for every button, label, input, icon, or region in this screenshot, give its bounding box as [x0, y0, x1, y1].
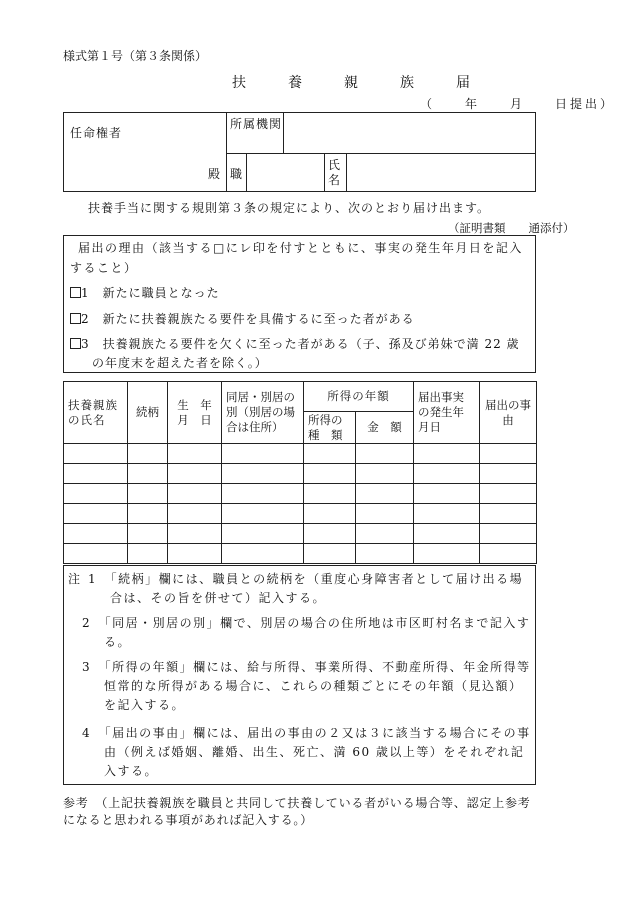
reason-item-text: 新たに扶養親族たる要件を具備するに至った者がある — [102, 312, 415, 326]
header-annual-income: 所得の年額 — [304, 382, 414, 412]
reason-item-2[interactable] — [70, 310, 415, 327]
name-label: 氏名 — [328, 158, 341, 187]
checkbox-reason-3[interactable] — [70, 338, 81, 349]
position-field[interactable] — [248, 155, 322, 190]
reason-item-no: 2 — [81, 312, 90, 326]
notes-label: 注 — [68, 572, 81, 586]
header-relation: 続柄 — [128, 382, 168, 444]
table-row[interactable] — [64, 444, 537, 464]
table-row[interactable] — [64, 484, 537, 504]
header-income-type: 所得の種 類 — [304, 412, 356, 444]
reason-item-1[interactable] — [70, 284, 220, 301]
table-row[interactable] — [64, 504, 537, 524]
table-row[interactable] — [64, 544, 537, 564]
note-text: 「同居・別居の別」欄で、別居の場合の住所地は市区町村名まで記入する。 — [104, 616, 531, 649]
note-text: 「続柄」欄には、職員との続柄を（重度心身障害者として届け出る場合は、その旨を併せて）記入する。 — [110, 572, 524, 605]
affiliation-label: 所属機関 — [230, 117, 283, 131]
table-row[interactable] — [64, 524, 537, 544]
header-amount: 金 額 — [356, 412, 414, 444]
checkbox-reason-2[interactable] — [70, 313, 81, 324]
name-field[interactable] — [348, 155, 534, 190]
position-label: 職 — [230, 167, 243, 181]
header-dependent-name: 扶養親族の氏名 — [64, 382, 128, 444]
reason-item-3[interactable] — [70, 335, 532, 373]
note-text: 「届出の事由」欄には、届出の事由の２又は３に該当する場合にその事由（例えば婚姻、離婚、出生、死亡、満 60 歳以上等）をそれぞれ記入する。 — [104, 726, 531, 778]
note-no: 4 — [82, 726, 92, 740]
header-birth-date: 生 年月 日 — [168, 382, 222, 444]
intro-text: 扶養手当に関する規則第３条の規定により、次のとおり届け出ます。 — [88, 201, 491, 215]
affiliation-field[interactable] — [285, 114, 534, 151]
honorific: 殿 — [208, 167, 221, 181]
submit-date: （ 年 月 日提出） — [420, 97, 616, 111]
reason-heading: 届出の理由（該当する□にレ印を付すとともに、事実の発生年月日を記入すること） — [70, 241, 523, 275]
attachment-note: （証明書類 通添付） — [448, 221, 575, 235]
note-2 — [82, 614, 532, 652]
note-3 — [82, 658, 532, 715]
form-number: 様式第１号（第３条関係） — [63, 49, 208, 63]
dependents-table — [63, 381, 543, 564]
reason-item-text: 扶養親族たる要件を欠くに至った者がある（子、孫及び弟妹で満 22 歳の年度末を超えた者を除く。） — [92, 337, 520, 370]
form-title: 扶 養 親 族 届 — [232, 75, 484, 91]
reason-item-no: 3 — [81, 337, 90, 351]
appointer-label: 任命権者 — [70, 126, 123, 140]
note-1 — [88, 570, 532, 608]
checkbox-reason-1[interactable] — [70, 287, 81, 298]
note-no: 3 — [82, 660, 92, 674]
note-no: 1 — [88, 572, 98, 586]
header-residence: 同居・別居の別（別居の場合は住所） — [222, 382, 304, 444]
note-text: 「所得の年額」欄には、給与所得、事業所得、不動産所得、年金所得等恒常的な所得がある場合に、これらの種類ごとにその年額（見込額）を記入する。 — [104, 660, 531, 712]
table-row[interactable] — [64, 464, 537, 484]
reason-item-no: 1 — [81, 286, 90, 300]
reason-item-text: 新たに職員となった — [102, 286, 220, 300]
header-reason: 届出の事 由 — [480, 382, 537, 444]
reference-note: 参考 （上記扶養親族を職員と共同して扶養している者がいる場合等、認定上参考になると思われる事項があれば記入する。） — [63, 796, 531, 827]
note-no: 2 — [82, 616, 92, 630]
note-4 — [82, 724, 532, 781]
header-occurrence-date: 届出事実の発生年月日 — [414, 382, 480, 444]
